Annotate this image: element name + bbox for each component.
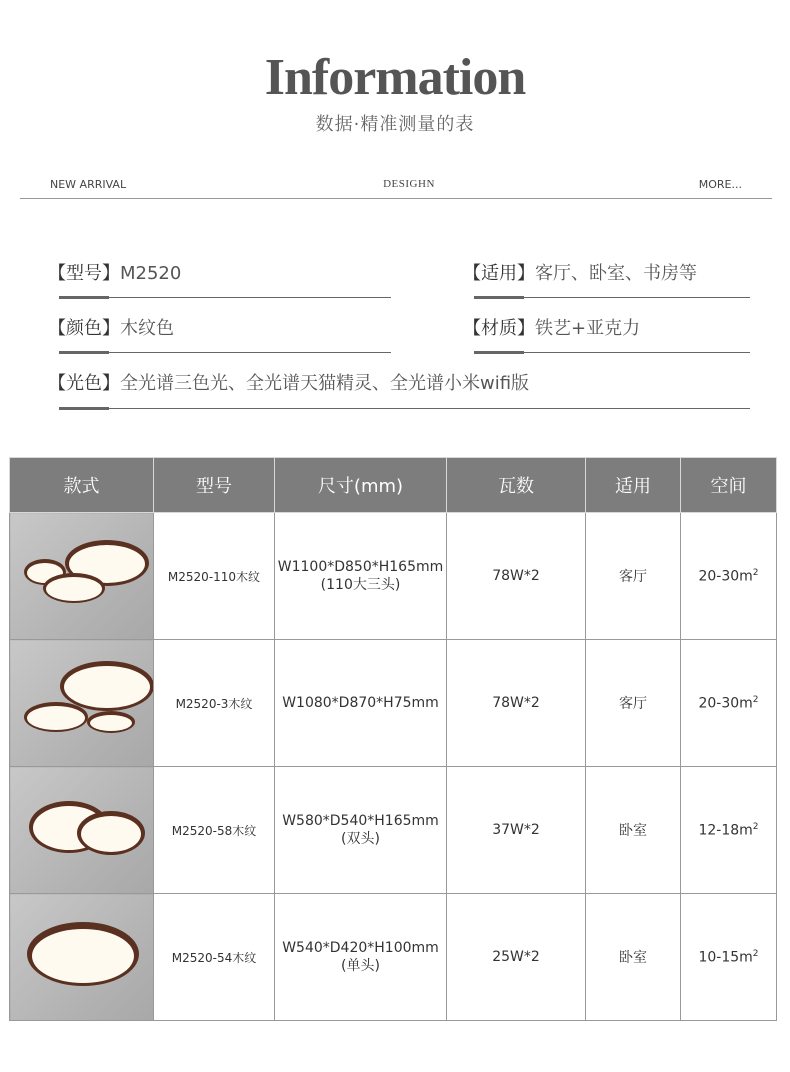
row-size-dims: W1080*D870*H75mm: [282, 695, 439, 711]
row-model: M2520-3木纹: [154, 640, 275, 767]
row-space-unit: 2: [752, 821, 759, 832]
row-space-value: 10-15m: [698, 949, 753, 966]
row-size: [275, 767, 447, 894]
product-image: [10, 894, 154, 1021]
spec-use-value: 客厅、卧室、书房等: [535, 263, 697, 284]
row-model: M2520-58木纹: [154, 767, 275, 894]
row-model: M2520-54木纹: [154, 894, 275, 1021]
row-space-unit: 2: [752, 567, 759, 578]
row-usage: 卧室: [586, 894, 681, 1021]
row-usage: 客厅: [586, 640, 681, 767]
row-usage: 卧室: [586, 767, 681, 894]
spec-color: [48, 314, 174, 340]
spec-model: [48, 259, 181, 285]
new-arrival-link[interactable]: NEW ARRIVAL: [50, 178, 127, 191]
row-size-note: (110大三头): [320, 577, 401, 593]
row-space-unit: 2: [752, 948, 759, 959]
product-image: [10, 640, 154, 767]
spec-use: [463, 259, 697, 285]
ceiling-lamp-icon: [11, 640, 153, 762]
row-size-dims: W1100*D850*H165mm: [277, 559, 444, 575]
header-style: 款式: [10, 458, 154, 513]
header-size: 尺寸(mm): [275, 458, 447, 513]
design-link[interactable]: DESIGHN: [383, 178, 435, 190]
row-size: [275, 640, 447, 767]
spec-color-value: 木纹色: [120, 318, 174, 339]
product-image: [10, 513, 154, 640]
spec-light-value: 全光谱三色光、全光谱天猫精灵、全光谱小米wifi版: [120, 373, 530, 394]
row-size: [275, 513, 447, 640]
page-subtitle: 数据·精准测量的表: [315, 114, 475, 135]
row-size: [275, 894, 447, 1021]
spec-accent: [474, 296, 524, 299]
product-image: [10, 767, 154, 894]
page-title: Information: [264, 49, 526, 106]
table-row: [10, 767, 777, 894]
spec-use-key: 【适用】: [463, 263, 535, 284]
row-size-note: (双头): [341, 831, 380, 847]
row-wattage: 78W*2: [447, 513, 586, 640]
spec-accent: [59, 351, 109, 354]
spec-divider: [59, 408, 750, 409]
row-space: [681, 894, 777, 1021]
row-space-value: 20-30m: [698, 695, 753, 712]
row-wattage: 25W*2: [447, 894, 586, 1021]
spec-model-value: M2520: [120, 263, 182, 284]
row-wattage: 78W*2: [447, 640, 586, 767]
more-link[interactable]: MORE...: [698, 178, 742, 191]
spec-model-key: 【型号】: [48, 263, 120, 284]
spec-material-key: 【材质】: [463, 318, 535, 339]
spec-material-value: 铁艺+亚克力: [535, 318, 641, 339]
spec-accent: [59, 296, 109, 299]
table-row: [10, 894, 777, 1021]
row-space-value: 12-18m: [698, 822, 753, 839]
header-space: 空间: [681, 458, 777, 513]
ceiling-lamp-icon: [11, 767, 153, 889]
row-space-unit: 2: [752, 694, 759, 705]
row-usage: 客厅: [586, 513, 681, 640]
nav-bar: [20, 176, 772, 196]
row-model: M2520-110木纹: [154, 513, 275, 640]
spec-color-key: 【颜色】: [48, 318, 120, 339]
row-space-value: 20-30m: [698, 568, 753, 585]
spec-light-key: 【光色】: [48, 373, 120, 394]
spec-accent: [59, 407, 109, 410]
spec-accent: [474, 351, 524, 354]
table-row: [10, 513, 777, 640]
header-usage: 适用: [586, 458, 681, 513]
row-wattage: 37W*2: [447, 767, 586, 894]
product-table: [9, 457, 777, 1021]
row-size-note: (单头): [341, 958, 380, 974]
row-size-dims: W580*D540*H165mm: [282, 813, 439, 829]
nav-divider: [20, 198, 772, 199]
ceiling-lamp-icon: [11, 894, 153, 1016]
ceiling-lamp-icon: [11, 513, 153, 635]
table-header-row: [10, 458, 777, 513]
spec-light: [48, 369, 529, 395]
header-wattage: 瓦数: [447, 458, 586, 513]
row-space: [681, 513, 777, 640]
row-space: [681, 767, 777, 894]
header-model: 型号: [154, 458, 275, 513]
row-size-dims: W540*D420*H100mm: [282, 940, 439, 956]
row-space: [681, 640, 777, 767]
table-row: [10, 640, 777, 767]
spec-material: [463, 314, 640, 340]
